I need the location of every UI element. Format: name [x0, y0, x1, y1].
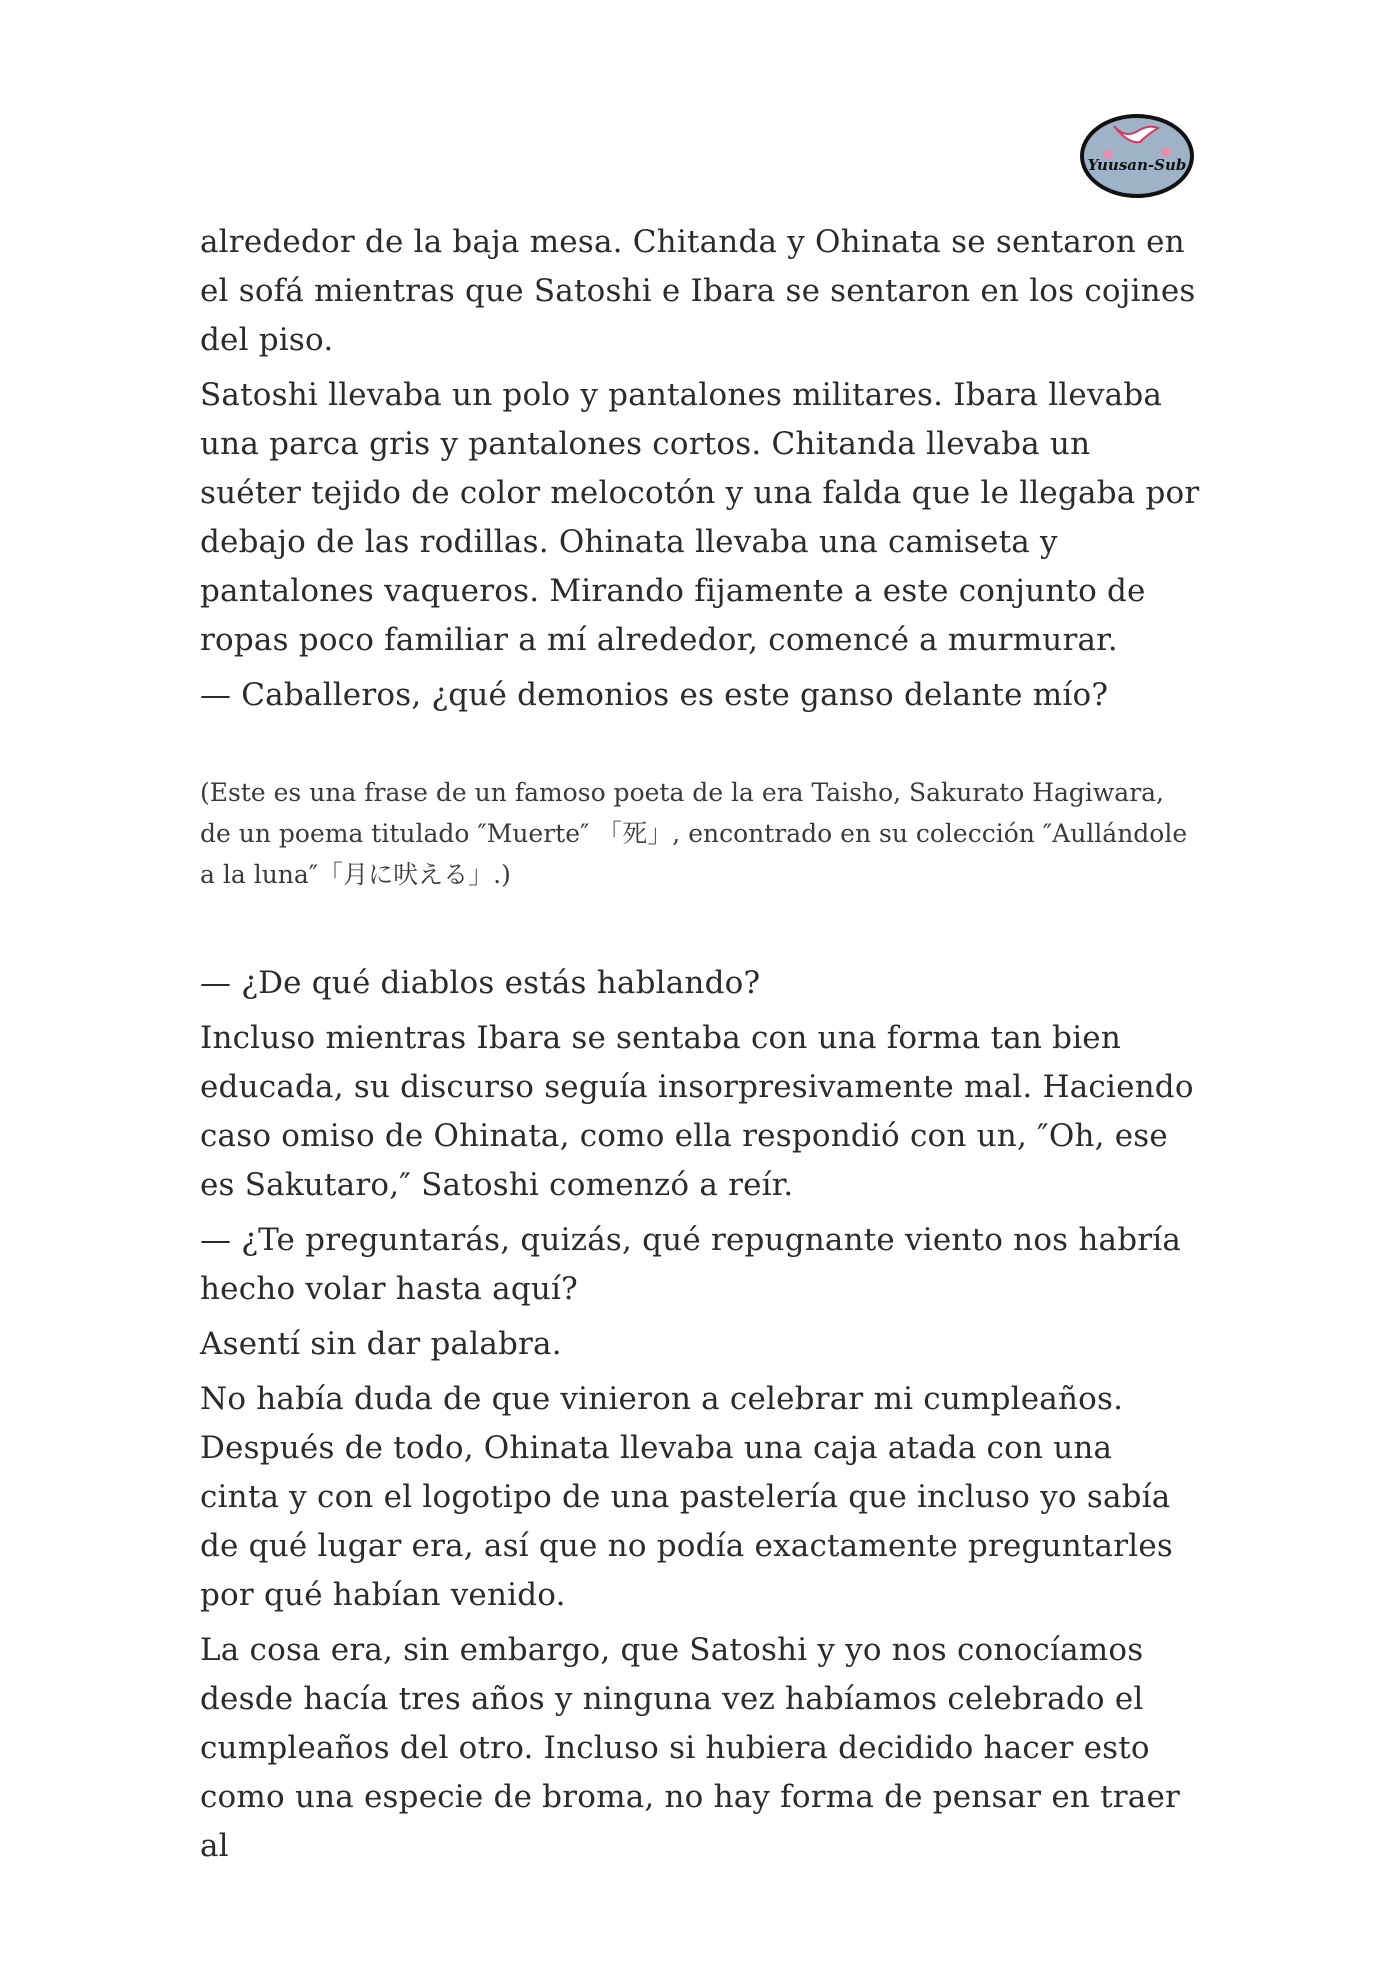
translator-note: (Este es una frase de un famoso poeta de la era Taisho, Sakurato Hagiwara, de un poema titulado ″Muerte″ 「死」, encontrado en su colección ″Aullándole a la luna″「月に吠える」.)	[200, 778, 1188, 889]
paragraph: La cosa era, sin embargo, que Satoshi y yo nos conocíamos desde hacía tres años y ninguna vez habíamos celebrado el cumpleaños del otro. Incluso si hubiera decidido hacer esto como una especie de broma, no hay forma de pensar en traer al	[200, 1632, 1181, 1864]
paragraph: Satoshi llevaba un polo y pantalones militares. Ibara llevaba una parca gris y pantalones cortos. Chitanda llevaba un suéter tejido de color melocotón y una falda que le llegaba por debajo de las rodillas. Ohinata llevaba una camiseta y pantalones vaqueros. Mirando fijamente a este conjunto de ropas poco familiar a mí alrededor, comencé a murmurar.	[200, 377, 1200, 658]
paragraph: Incluso mientras Ibara se sentaba con una forma tan bien educada, su discurso seguía insorpresivamente mal. Haciendo caso omiso de Ohinata, como ella respondió con un, ″Oh, ese es Sakutaro,″ Satoshi comenzó a reír.	[200, 1020, 1194, 1203]
paragraph: No había duda de que vinieron a celebrar mi cumpleaños. Después de todo, Ohinata llevaba una caja atada con una cinta y con el logotipo de una pastelería que incluso yo sabía de qué lugar era, así que no podía exactamente preguntarles por qué habían venido.	[200, 1381, 1174, 1613]
logo-badge-icon	[1078, 104, 1196, 198]
paragraph: — ¿Te preguntarás, quizás, qué repugnante viento nos habría hecho volar hasta aquí?	[200, 1222, 1182, 1307]
paragraph: — Caballeros, ¿qué demonios es este ganso delante mío?	[200, 677, 1109, 713]
paragraph: Asentí sin dar palabra.	[200, 1326, 562, 1362]
paragraph: — ¿De qué diablos estás hablando?	[200, 965, 761, 1001]
yuusan-sub-logo	[1078, 104, 1196, 198]
logo-text: Yuusan-Sub	[1087, 156, 1187, 174]
paragraph: alrededor de la baja mesa. Chitanda y Ohinata se sentaron en el sofá mientras que Satoshi e Ibara se sentaron en los cojines del piso.	[200, 224, 1196, 358]
page-content	[200, 218, 1200, 1877]
